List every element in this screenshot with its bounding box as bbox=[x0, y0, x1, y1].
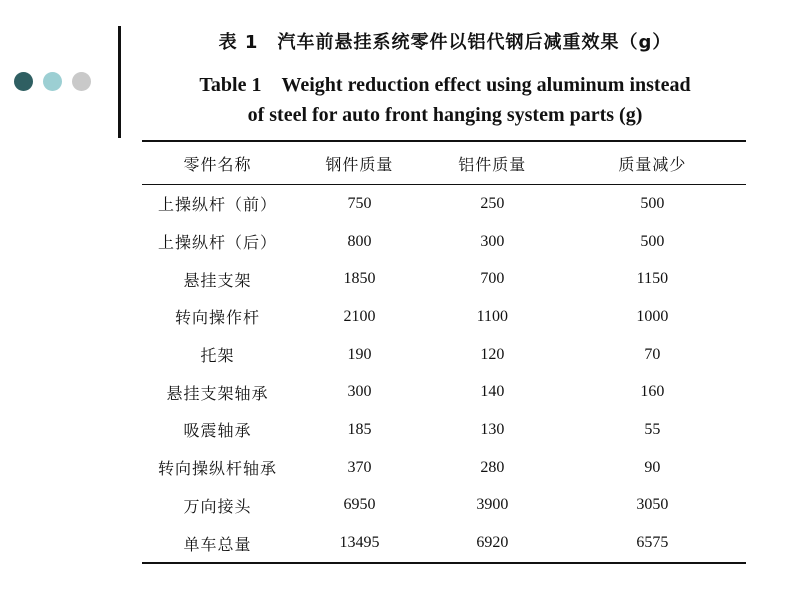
steel-mass-cell: 1850 bbox=[343, 270, 376, 288]
steel-mass-cell: 6950 bbox=[343, 496, 376, 514]
part-name-cell: 上操纵杆（后） bbox=[157, 233, 277, 253]
table-row bbox=[142, 336, 746, 374]
part-name-cell: 转向操作杆 bbox=[174, 308, 260, 328]
weight-reduction-table-container bbox=[142, 140, 746, 564]
decor-dot-light bbox=[43, 72, 62, 91]
table-row bbox=[142, 298, 746, 336]
steel-mass-cell: 750 bbox=[347, 194, 372, 212]
decor-dot-grey bbox=[72, 72, 91, 91]
aluminum-mass-cell: 300 bbox=[480, 232, 505, 250]
table-row bbox=[142, 185, 746, 223]
steel-mass-cell: 190 bbox=[347, 345, 372, 363]
steel-mass-cell: 185 bbox=[347, 420, 372, 438]
mass-reduction-cell: 6575 bbox=[636, 534, 669, 552]
aluminum-mass-cell: 3900 bbox=[476, 496, 509, 514]
steel-mass-cell: 13495 bbox=[339, 534, 380, 552]
mass-reduction-cell: 500 bbox=[640, 232, 665, 250]
mass-reduction-cell: 160 bbox=[640, 383, 665, 401]
part-name-cell: 悬挂支架轴承 bbox=[166, 383, 269, 403]
decor-dot-dark bbox=[14, 72, 33, 91]
part-name-cell: 吸震轴承 bbox=[183, 421, 252, 441]
aluminum-mass-cell: 700 bbox=[480, 270, 505, 288]
mass-reduction-cell: 90 bbox=[644, 458, 661, 476]
aluminum-mass-cell: 280 bbox=[480, 458, 505, 476]
table-row bbox=[142, 260, 746, 298]
slide-decoration-dots bbox=[14, 72, 91, 91]
header-steel-mass: 钢件质量 bbox=[293, 141, 426, 185]
mass-reduction-cell: 500 bbox=[640, 194, 665, 212]
table-row bbox=[142, 487, 746, 525]
table-header-row bbox=[142, 141, 746, 185]
table-row bbox=[142, 524, 746, 563]
part-name-cell: 托架 bbox=[200, 346, 235, 366]
table-caption-en-line1: Table 1 Weight reduction effect using aluminum instead bbox=[199, 74, 691, 96]
header-aluminum-mass: 铝件质量 bbox=[426, 141, 559, 185]
part-name-cell: 转向操纵杆轴承 bbox=[157, 459, 277, 479]
mass-reduction-cell: 1150 bbox=[636, 270, 669, 288]
table-caption-cn: 表 1 汽车前悬挂系统零件以铝代钢后减重效果（g） bbox=[218, 32, 672, 53]
mass-reduction-cell: 3050 bbox=[636, 496, 669, 514]
steel-mass-cell: 370 bbox=[347, 458, 372, 476]
aluminum-mass-cell: 6920 bbox=[476, 534, 509, 552]
mass-reduction-cell: 1000 bbox=[636, 307, 669, 325]
aluminum-mass-cell: 1100 bbox=[476, 307, 509, 325]
mass-reduction-cell: 55 bbox=[644, 420, 661, 438]
header-mass-reduction: 质量减少 bbox=[559, 141, 746, 185]
aluminum-mass-cell: 250 bbox=[480, 194, 505, 212]
aluminum-mass-cell: 130 bbox=[480, 420, 505, 438]
steel-mass-cell: 300 bbox=[347, 383, 372, 401]
vertical-divider-bar bbox=[118, 26, 121, 138]
table-row bbox=[142, 449, 746, 487]
part-name-cell: 上操纵杆（前） bbox=[157, 195, 277, 215]
part-name-cell: 万向接头 bbox=[183, 496, 252, 516]
table-caption-en-line2: of steel for auto front hanging system parts (g) bbox=[247, 104, 643, 126]
table-row bbox=[142, 223, 746, 261]
table-row bbox=[142, 373, 746, 411]
steel-mass-cell: 2100 bbox=[343, 307, 376, 325]
header-part-name: 零件名称 bbox=[142, 141, 293, 185]
part-name-cell: 单车总量 bbox=[183, 534, 252, 554]
table-row bbox=[142, 411, 746, 449]
steel-mass-cell: 800 bbox=[347, 232, 372, 250]
mass-reduction-cell: 70 bbox=[644, 345, 661, 363]
aluminum-mass-cell: 120 bbox=[480, 345, 505, 363]
part-name-cell: 悬挂支架 bbox=[183, 270, 252, 290]
aluminum-mass-cell: 140 bbox=[480, 383, 505, 401]
weight-reduction-table bbox=[142, 140, 746, 564]
